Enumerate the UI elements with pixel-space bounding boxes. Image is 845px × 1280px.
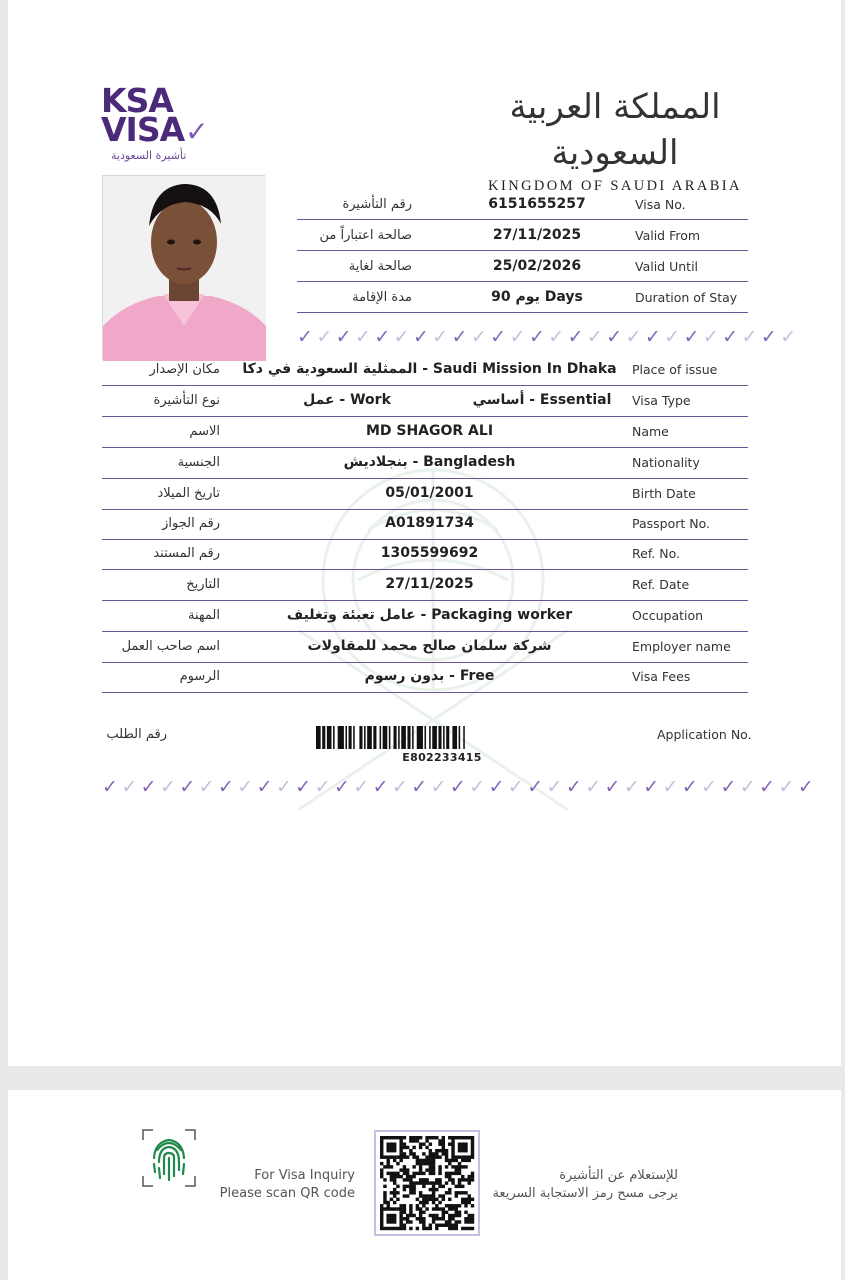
duration-label-ar: مدة الإقامة	[352, 290, 412, 305]
visa-type-label-en: Visa Type	[632, 393, 691, 408]
fingerprint-icon	[141, 1128, 197, 1188]
check-mark-icon: ✓	[548, 326, 568, 348]
check-mark-icon: ✓	[527, 776, 547, 798]
passport-label-ar: رقم الجواز	[162, 516, 220, 531]
check-mark-icon: ✓	[701, 776, 721, 798]
inquiry-footer	[8, 1090, 841, 1280]
check-mark-icon: ✓	[490, 326, 510, 348]
check-mark-icon: ✓	[585, 776, 605, 798]
ksa-visa-logo	[101, 81, 208, 162]
check-mark-icon: ✓	[797, 776, 818, 798]
qr-code[interactable]	[374, 1130, 480, 1236]
ref-no-label-en: Ref. No.	[632, 546, 681, 561]
check-mark-icon: ✓	[140, 776, 160, 798]
check-mark-icon: ✓	[217, 776, 238, 798]
check-mark-icon: ✓	[121, 776, 141, 798]
visa-number-label-en: Visa No.	[635, 197, 686, 212]
duration-label-en: Duration of Stay	[635, 290, 738, 305]
check-mark-icon: ✓	[644, 326, 665, 348]
inquiry-ar-line2: يرجى مسح رمز الاستجابة السريعة	[492, 1186, 678, 1201]
nationality-value: بنجلاديش - Bangladesh	[343, 454, 516, 470]
employer-row	[102, 632, 748, 663]
name-row	[102, 417, 748, 448]
valid-from-value: 27/11/2025	[492, 227, 582, 243]
check-mark-icon: ✓	[256, 776, 276, 798]
visa-fees-label-ar: الرسوم	[179, 669, 220, 684]
check-mark-icon: ✓	[102, 776, 122, 798]
ref-no-row	[102, 539, 748, 570]
check-mark-icon: ✓	[606, 326, 626, 348]
check-mark-icon: ✓	[759, 776, 779, 798]
check-mark-icon: ✓	[565, 776, 586, 798]
check-mark-icon: ✓	[739, 776, 760, 798]
check-mark-icon: ✓	[333, 776, 354, 798]
valid-until-row	[297, 251, 748, 282]
ref-no-label-ar: رقم المستند	[153, 546, 220, 561]
valid-from-row	[297, 220, 748, 251]
check-mark-icon: ✓	[625, 326, 645, 348]
check-mark-icon: ✓	[451, 326, 471, 348]
duration-value: 90 يوم Days	[491, 289, 583, 305]
check-mark-icon: ✓	[702, 326, 723, 348]
check-mark-icon: ✓	[741, 326, 761, 348]
check-mark-icon: ✓	[509, 326, 529, 348]
check-mark-icon: ✓	[623, 776, 644, 798]
check-mark-icon: ✓	[488, 776, 508, 798]
birth-date-label-en: Birth Date	[632, 486, 696, 501]
ref-date-value: 27/11/2025	[385, 576, 474, 592]
ref-no-value: 1305599692	[380, 545, 479, 561]
valid-from-label-ar: صالحة اعتباراً من	[319, 228, 412, 243]
tick-strip-bottom	[102, 776, 818, 798]
ref-date-row	[102, 570, 748, 601]
passport-row	[102, 509, 748, 540]
check-mark-icon: ✓	[469, 776, 489, 798]
check-mark-icon: ✓	[412, 326, 433, 348]
check-mark-icon: ✓	[237, 776, 257, 798]
check-mark-icon: ✓	[393, 326, 413, 348]
valid-until-label-en: Valid Until	[635, 259, 699, 274]
employer-label-ar: اسم صاحب العمل	[121, 639, 220, 654]
kingdom-header	[470, 84, 760, 195]
check-mark-icon: ✓	[372, 776, 392, 798]
check-mark-icon: ✓	[295, 776, 315, 798]
check-mark-icon: ✓	[681, 776, 702, 798]
nationality-label-en: Nationality	[632, 455, 700, 470]
check-mark-icon: ✓	[760, 326, 781, 348]
check-mark-icon: ✓	[722, 326, 742, 348]
check-mark-icon: ✓	[159, 776, 180, 798]
place-of-issue-label-en: Place of issue	[632, 362, 718, 377]
visa-fees-label-en: Visa Fees	[632, 669, 691, 684]
check-mark-icon: ✓	[662, 776, 682, 798]
check-mark-icon: ✓	[374, 326, 394, 348]
check-mark-icon: ✓	[316, 326, 336, 348]
inquiry-text-ar	[488, 1167, 678, 1203]
passport-value: A01891734	[385, 515, 474, 531]
inquiry-en-line1: For Visa Inquiry	[254, 1168, 355, 1183]
place-of-issue-value: الممثلية السعودية في دكا - Saudi Mission In Dhaka	[242, 361, 617, 377]
check-mark-icon: ✓	[354, 326, 375, 348]
birth-date-value: 05/01/2001	[385, 485, 474, 501]
valid-until-value: 25/02/2026	[492, 258, 582, 274]
kingdom-arabic-title: المملكة العربية السعودية	[509, 87, 721, 173]
visa-number-value: 6151655257	[488, 196, 586, 212]
occupation-label-ar: المهنة	[188, 608, 220, 623]
valid-from-label-en: Valid From	[635, 228, 701, 243]
check-mark-icon: ✓	[297, 326, 317, 348]
check-mark-icon: ✓	[314, 776, 334, 798]
name-label-en: Name	[632, 424, 669, 439]
tick-strip-top	[297, 326, 800, 348]
check-mark-icon: ✓	[470, 326, 491, 348]
nationality-label-ar: الجنسية	[177, 455, 220, 470]
name-value: MD SHAGOR ALI	[365, 423, 494, 439]
name-label-ar: الاسم	[189, 424, 220, 439]
check-mark-icon: ✓	[720, 776, 740, 798]
application-barcode	[316, 726, 568, 749]
ref-date-label-en: Ref. Date	[632, 577, 690, 592]
check-mark-icon: ✓	[586, 326, 607, 348]
check-mark-icon: ✓	[335, 326, 355, 348]
valid-until-label-ar: صالحة لغاية	[348, 259, 412, 274]
logo-line2: VISA✓	[101, 110, 208, 149]
place-of-issue-row	[102, 355, 748, 386]
occupation-value: عامل تعبئة وتغليف - Packaging worker	[286, 607, 573, 623]
check-mark-icon: ✓	[198, 776, 218, 798]
visa-type-essential: أساسي - Essential	[472, 392, 612, 408]
nationality-row	[102, 448, 748, 479]
holder-photo	[102, 175, 265, 360]
check-mark-icon: ✓	[507, 776, 528, 798]
duration-row	[297, 282, 748, 313]
check-mark-icon: ✓	[604, 776, 624, 798]
check-mark-icon: ✓	[353, 776, 373, 798]
check-mark-icon: ✓	[778, 776, 798, 798]
visa-fees-value: بدون رسوم - Free	[364, 668, 495, 684]
passport-label-en: Passport No.	[632, 516, 711, 531]
check-mark-icon: ✓	[391, 776, 412, 798]
application-number: E802233415	[402, 751, 482, 764]
kingdom-english-title: KINGDOM OF SAUDI ARABIA	[488, 178, 742, 194]
birth-date-row	[102, 479, 748, 510]
visa-fees-row	[102, 662, 748, 693]
logo-line1: KSA	[101, 81, 173, 120]
check-mark-icon: ✓	[179, 776, 199, 798]
check-mark-icon: ✓	[528, 326, 549, 348]
birth-date-label-ar: تاريخ الميلاد	[157, 486, 220, 501]
logo-subtitle: تأشيرة السعودية	[111, 149, 187, 162]
check-mark-icon: ✓	[411, 776, 431, 798]
occupation-label-en: Occupation	[632, 608, 704, 623]
inquiry-text-en	[198, 1167, 355, 1203]
visa-type-work: عمل - Work	[303, 392, 391, 408]
check-mark-icon: ✓	[449, 776, 470, 798]
inquiry-ar-line1: للإستعلام عن التأشيرة	[559, 1168, 678, 1183]
visa-number-row	[297, 189, 748, 220]
check-mark-icon: ✓	[432, 326, 452, 348]
application-label-ar: رقم الطلب	[106, 727, 167, 742]
visa-number-label-ar: رقم التأشيرة	[342, 197, 412, 212]
occupation-row	[102, 601, 748, 632]
check-mark-icon: ✓	[643, 776, 663, 798]
visa-type-row	[102, 386, 748, 417]
employer-value: شركة سلمان صالح محمد للمقاولات	[307, 638, 552, 654]
check-mark-icon: ✓	[780, 326, 800, 348]
visa-type-label-ar: نوع التأشيرة	[153, 393, 220, 408]
inquiry-en-line2: Please scan QR code	[219, 1186, 355, 1201]
ref-date-label-ar: التاريخ	[186, 577, 220, 592]
check-mark-icon: ✓	[546, 776, 566, 798]
check-mark-icon: ✓	[275, 776, 296, 798]
application-label-en: Application No.	[657, 727, 752, 742]
place-of-issue-label-ar: مكان الإصدار	[149, 362, 220, 377]
check-mark-icon: ✓	[664, 326, 684, 348]
check-mark-icon: ✓	[567, 326, 587, 348]
check-mark-icon: ✓	[683, 326, 703, 348]
check-mark-icon: ✓	[430, 776, 450, 798]
employer-label-en: Employer name	[632, 639, 731, 654]
